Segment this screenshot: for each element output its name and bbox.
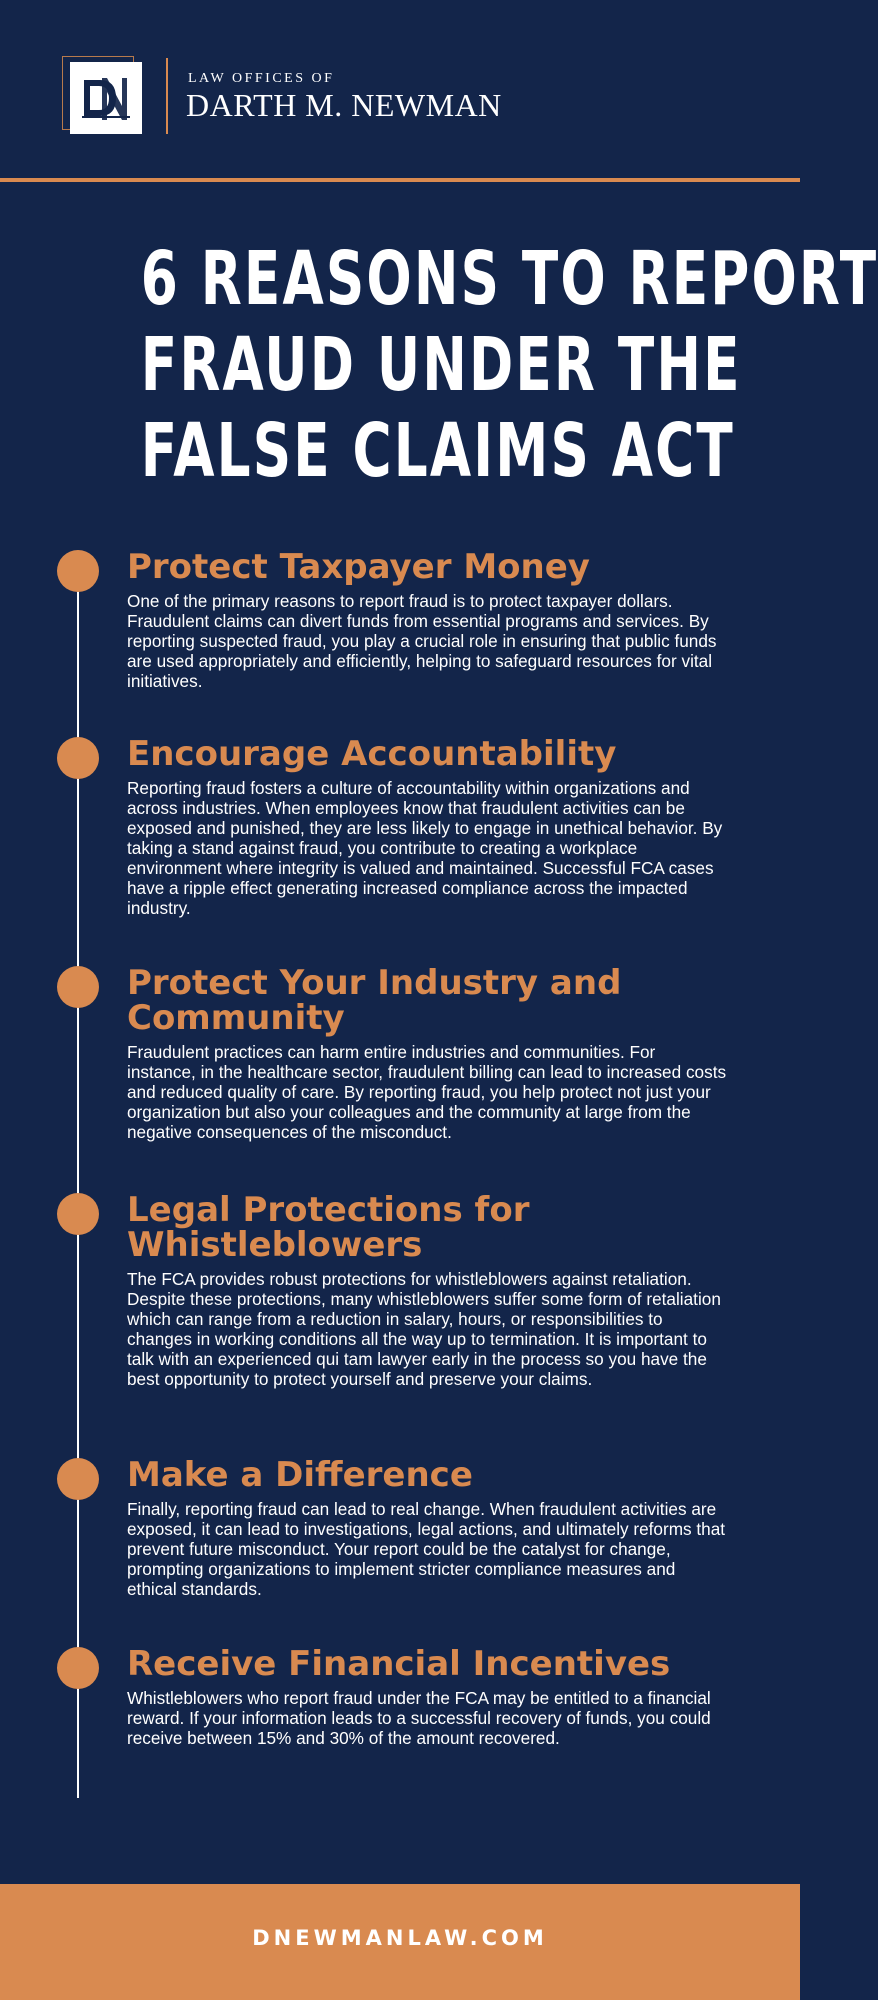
reason-heading: Make a Difference (127, 1455, 473, 1495)
reason-body: One of the primary reasons to report fraud is to protect taxpayer dollars. Fraudulent claims can divert funds from essential programs and services. By reporting suspected fraud, you play a crucial role in ensuring that public funds are used appropriately and efficiently, helping to safeguard resources for vital initiatives. (127, 591, 717, 691)
reason-heading: Legal Protections for Whistleblowers (127, 1190, 530, 1265)
reason-body: Finally, reporting fraud can lead to real change. When fraudulent activities are exposed, it can lead to investigations, legal actions, and ultimately reforms that prevent future misconduct. Your report could be the catalyst for change, prompting organizations to implement stricter compliance measures and ethical standards. (127, 1499, 726, 1599)
timeline-dot (57, 737, 99, 779)
timeline-dot (57, 1458, 99, 1500)
title-line-2: FRAUD UNDER THE (140, 322, 742, 408)
title-line-3: FALSE CLAIMS ACT (140, 408, 735, 494)
reason-heading: Protect Taxpayer Money (127, 547, 590, 587)
reason-body: Fraudulent practices can harm entire industries and communities. For instance, in the healthcare sector, fraudulent billing can lead to increased costs and reduced quality of care. By reporting fraud, you help protect not just your organization but also your colleagues and the community at large from the negative consequences of the misconduct. (127, 1042, 727, 1142)
reason-body: Reporting fraud fosters a culture of accountability within organizations and across industries. When employees know that fraudulent activities can be exposed and punished, they are less likely to engage in unethical behavior. By taking a stand against fraud, you contribute to creating a workplace environment where integrity is valued and maintained. Successful FCA cases have a ripple effect generating increased compliance across the impacted industry. (127, 778, 723, 918)
reason-heading: Encourage Accountability (127, 734, 617, 774)
timeline-dot (57, 1193, 99, 1235)
firm-prefix: LAW OFFICES OF (188, 71, 335, 86)
dn-monogram-icon (70, 62, 142, 134)
footer (0, 1884, 800, 2000)
reason-heading: Protect Your Industry and Community (127, 963, 622, 1038)
timeline-dot (57, 550, 99, 592)
header (0, 0, 800, 180)
firm-name: DARTH M. NEWMAN (186, 87, 502, 123)
title-line-1: 6 REASONS TO REPORT (140, 236, 878, 322)
page-title (140, 236, 878, 494)
reason-legal-protections (127, 1190, 727, 1389)
reason-body: The FCA provides robust protections for whistleblowers against retaliation. Despite these protections, many whistleblowers suffer some form of retaliation which can range from a reduction in salary, hours, or responsibilities to changes in working conditions all the way up to termination. It is important to talk with an experienced qui tam lawyer early in the process so you have the best opportunity to protect yourself and preserve your claims. (127, 1269, 721, 1389)
reason-heading: Receive Financial Incentives (127, 1644, 671, 1684)
reason-encourage-accountability (127, 734, 727, 918)
website-link[interactable]: DNEWMANLAW.COM (252, 1926, 548, 1950)
logo-divider (166, 58, 168, 134)
reason-make-a-difference (127, 1455, 727, 1599)
firm-logo[interactable] (70, 62, 142, 134)
reason-protect-taxpayer-money (127, 547, 727, 691)
header-rule (0, 178, 800, 182)
timeline-dot (57, 1647, 99, 1689)
reason-protect-industry-community (127, 963, 727, 1142)
reason-body: Whistleblowers who report fraud under the FCA may be entitled to a financial reward. If your information leads to a successful recovery of funds, you could receive between 15% and 30% of the amount recovered. (127, 1688, 711, 1748)
timeline-dot (57, 966, 99, 1008)
reason-financial-incentives (127, 1644, 727, 1748)
